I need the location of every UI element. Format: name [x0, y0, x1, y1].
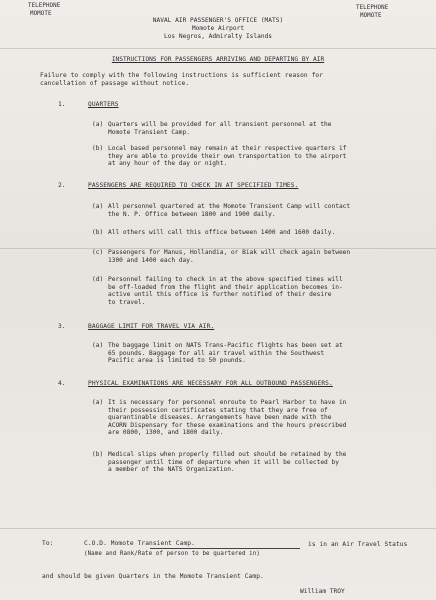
section-heading: PASSENGERS ARE REQUIRED TO CHECK IN AT SPECIFIED TIMES.	[88, 182, 299, 189]
office-name: NAVAL AIR PASSENGER'S OFFICE (MATS)	[152, 17, 284, 24]
to-recipient: C.O.D. Momote Transient Camp.	[84, 540, 195, 547]
preamble-line1: Failure to comply with the following instructions is sufficient reason for	[40, 72, 324, 79]
item-text: All personnel quartered at the Momote Transient Camp will contact the N. P. Office between 1800 and 1900 daily.	[108, 203, 351, 218]
section-heading: BAGGAGE LIMIT FOR TRAVEL VIA AIR.	[88, 323, 215, 330]
item-label: (a)	[92, 121, 104, 128]
item-label: (c)	[92, 249, 104, 256]
header-left-line1: TELEPHONE	[28, 3, 61, 9]
section-number: 4.	[58, 380, 66, 387]
section-heading: PHYSICAL EXAMINATIONS ARE NECESSARY FOR ALL OUTBOUND PASSENGERS.	[88, 380, 333, 387]
preamble-line2: cancellation of passage without notice.	[40, 80, 190, 87]
closing-line: and should be given Quarters in the Momote Transient Camp.	[42, 573, 264, 580]
item-text: Quarters will be provided for all transient personnel at the Momote Transient Camp.	[108, 121, 332, 136]
item-label: (b)	[92, 229, 104, 236]
header-left-line2: MOMOTE	[30, 11, 52, 17]
section-number: 1.	[58, 101, 66, 108]
item-label: (b)	[92, 451, 104, 458]
office-address: Los Negros, Admiralty Islands	[163, 33, 273, 40]
office-location: Momote Airport	[191, 25, 245, 32]
item-label: (a)	[92, 342, 104, 349]
item-label: (a)	[92, 399, 104, 406]
item-label: (d)	[92, 276, 104, 283]
signature: William TROY	[300, 588, 345, 595]
document-title: INSTRUCTIONS FOR PASSENGERS ARRIVING AND DEPARTING BY AIR	[111, 56, 325, 63]
item-text: Personnel failing to check in at the above specified times will be off-loaded from the flight and their application becomes in- active until this office is further notified of their desire to travel.	[108, 276, 343, 306]
item-text: Medical slips when properly filled out should be retained by the passenger until time of departure when it will be collected by a member of the NATS Organization.	[108, 451, 347, 474]
item-label: (a)	[92, 203, 104, 210]
to-label: To:	[42, 540, 54, 547]
name-caption: (Name and Rank/Rate of person to be quartered in)	[84, 551, 260, 557]
item-text: It is necessary for personnel enroute to Pearl Harbor to have in their possession certificates stating that they are free of quarantinable diseases. Arrangements have been made with the ACORN Dispensary for these examinations and the hours prescribed are 0800, 1300, and 1800 daily.	[108, 399, 347, 437]
header-right-line1: TELEPHONE	[356, 5, 389, 11]
section-number: 2.	[58, 182, 66, 189]
item-text: Local based personnel may remain at their respective quarters if they are able to provide their own transportation to the airport at any hour of the day or night.	[108, 145, 347, 168]
travel-status: is in an Air Travel Status	[308, 541, 408, 548]
header-right-line2: MOMOTE	[360, 13, 382, 19]
item-text: All others will call this office between 1400 and 1600 daily.	[108, 229, 336, 236]
section-heading: QUARTERS	[88, 101, 119, 108]
item-text: Passengers for Manus, Hollandia, or Biak will check again between 1300 and 1400 each day.	[108, 249, 351, 264]
item-text: The baggage limit on NATS Trans-Pacific flights has been set at 65 pounds. Baggage for all air travel within the Southwest Pacific area is limited to 50 pounds.	[108, 342, 343, 365]
item-label: (b)	[92, 145, 104, 152]
section-number: 3.	[58, 323, 66, 330]
fill-in-line	[150, 548, 300, 549]
